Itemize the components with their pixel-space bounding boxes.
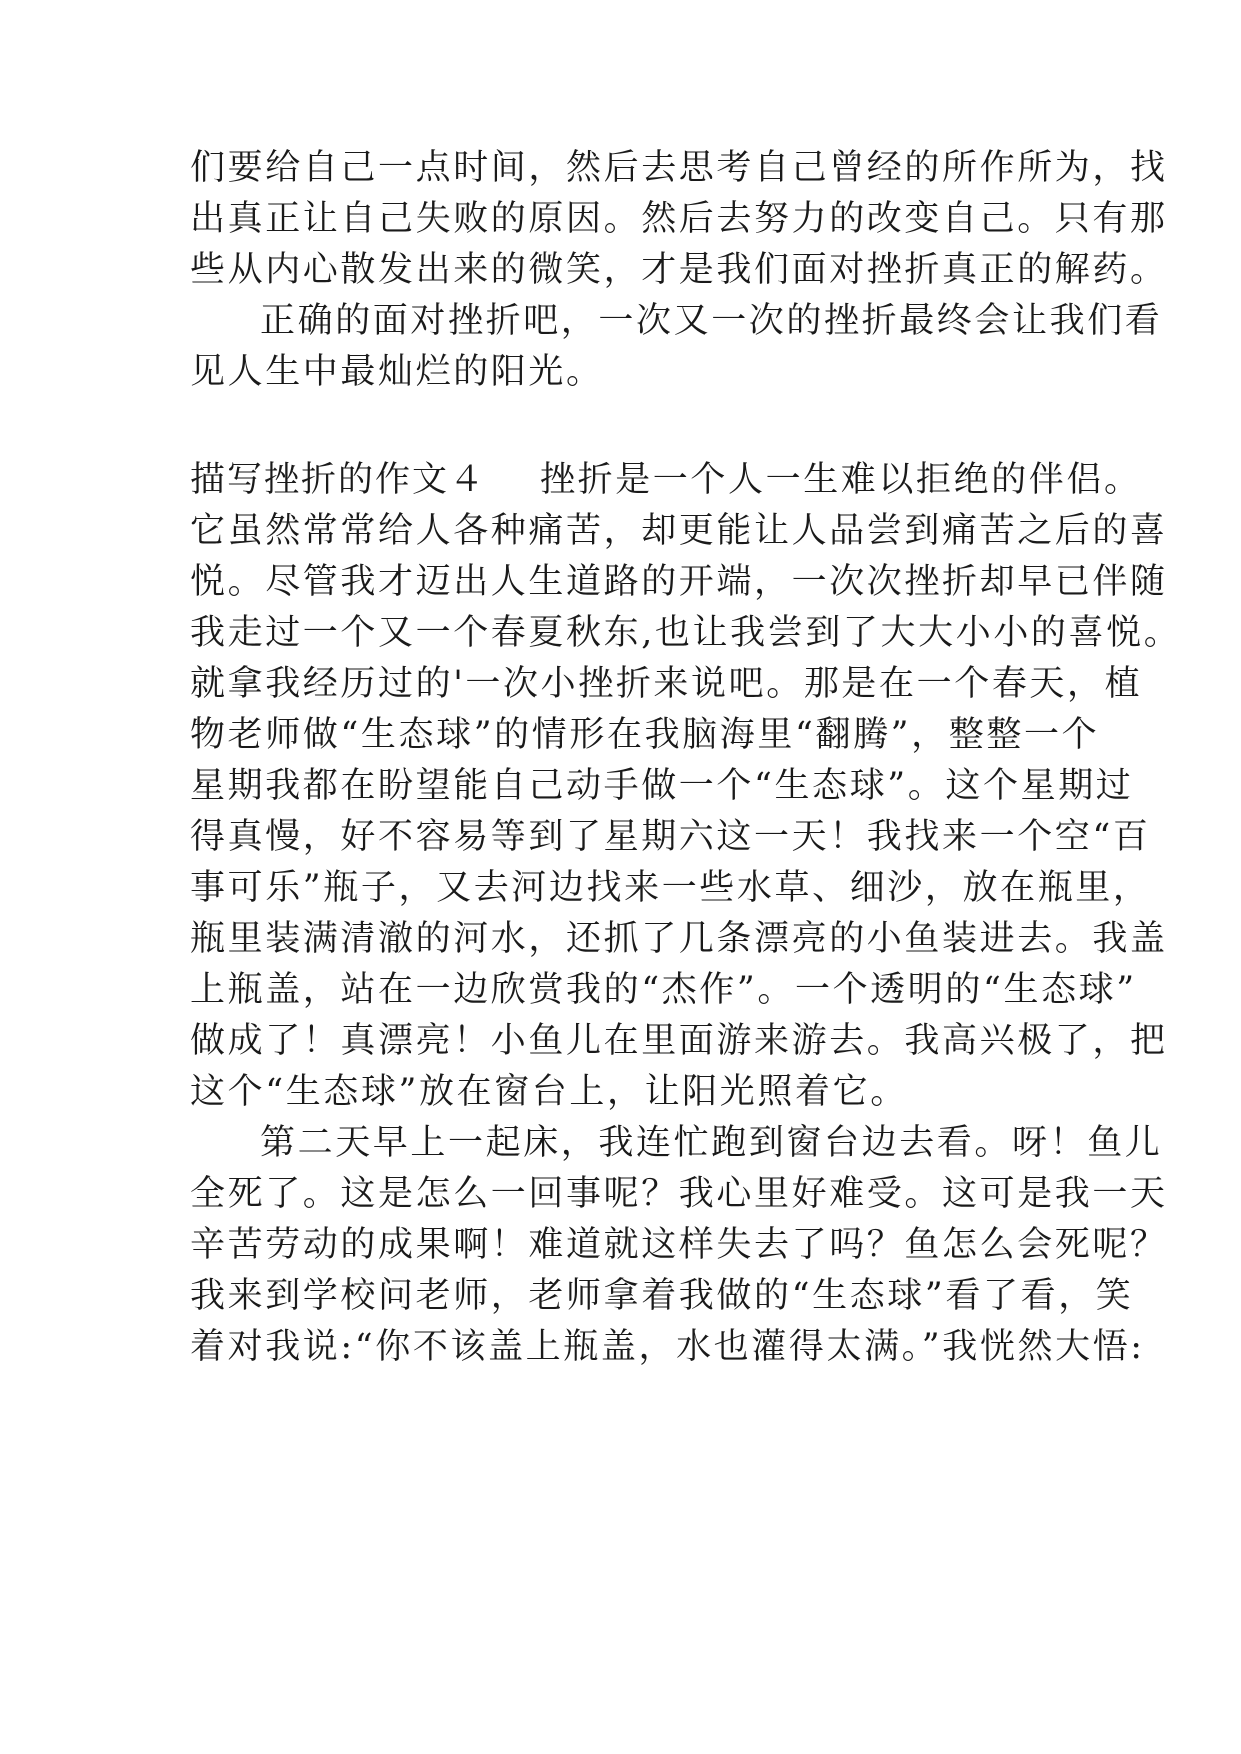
paragraph-line: 着对我说:“你不该盖上瓶盖，水也灌得太满。”我恍然大悟: (190, 1327, 1145, 1367)
paragraph-line: 出真正让自己失败的原因。然后去努力的改变自己。只有那 (190, 199, 1168, 239)
paragraph-line: 星期我都在盼望能自己动手做一个“生态球”。这个星期过 (190, 766, 1134, 806)
paragraph-line: 我来到学校问老师，老师拿着我做的“生态球”看了看，笑 (190, 1276, 1134, 1316)
paragraph-line: 我走过一个又一个春夏秋东,也让我尝到了大大小小的喜悦。 (190, 613, 1182, 653)
paragraph-line: 上瓶盖，站在一边欣赏我的“杰作”。一个透明的“生态球” (190, 970, 1137, 1010)
paragraph-line: 做成了！真漂亮！小鱼儿在里面游来游去。我高兴极了，把 (190, 1021, 1168, 1061)
essay-title: 描写挫折的作文４ (190, 460, 487, 500)
paragraph-line: 第二天早上一起床，我连忙跑到窗台边去看。呀！鱼儿 (260, 1123, 1163, 1163)
paragraph-line: 这个“生态球”放在窗台上，让阳光照着它。 (190, 1072, 908, 1112)
paragraph-line: 们要给自己一点时间，然后去思考自己曾经的所作所为，找 (190, 148, 1168, 188)
paragraph-line: 见人生中最灿烂的阳光。 (190, 352, 604, 392)
paragraph-line: 瓶里装满清澈的河水，还抓了几条漂亮的小鱼装进去。我盖 (190, 919, 1168, 959)
paragraph-line: 些从内心散发出来的微笑，才是我们面对挫折真正的解药。 (190, 250, 1168, 290)
paragraph-line: 正确的面对挫折吧，一次又一次的挫折最终会让我们看 (260, 301, 1163, 341)
paragraph-line: 事可乐”瓶子，又去河边找来一些水草、细沙，放在瓶里， (190, 868, 1151, 908)
paragraph-line: 挫折是一个人一生难以拒绝的伴侣。 (540, 460, 1142, 500)
paragraph-line: 就拿我经历过的'一次小挫折来说吧。那是在一个春天，植 (190, 664, 1143, 704)
paragraph-line: 悦。尽管我才迈出人生道路的开端，一次次挫折却早已伴随 (190, 562, 1168, 602)
paragraph-line: 物老师做“生态球”的情形在我脑海里“翻腾”，整整一个 (190, 715, 1100, 755)
paragraph-line: 得真慢，好不容易等到了星期六这一天！我找来一个空“百 (190, 817, 1151, 857)
paragraph-line: 全死了。这是怎么一回事呢？我心里好难受。这可是我一天 (190, 1174, 1168, 1214)
paragraph-line: 它虽然常常给人各种痛苦，却更能让人品尝到痛苦之后的喜 (190, 511, 1168, 551)
paragraph-line: 辛苦劳动的成果啊！难道就这样失去了吗？鱼怎么会死呢？ (190, 1225, 1168, 1265)
